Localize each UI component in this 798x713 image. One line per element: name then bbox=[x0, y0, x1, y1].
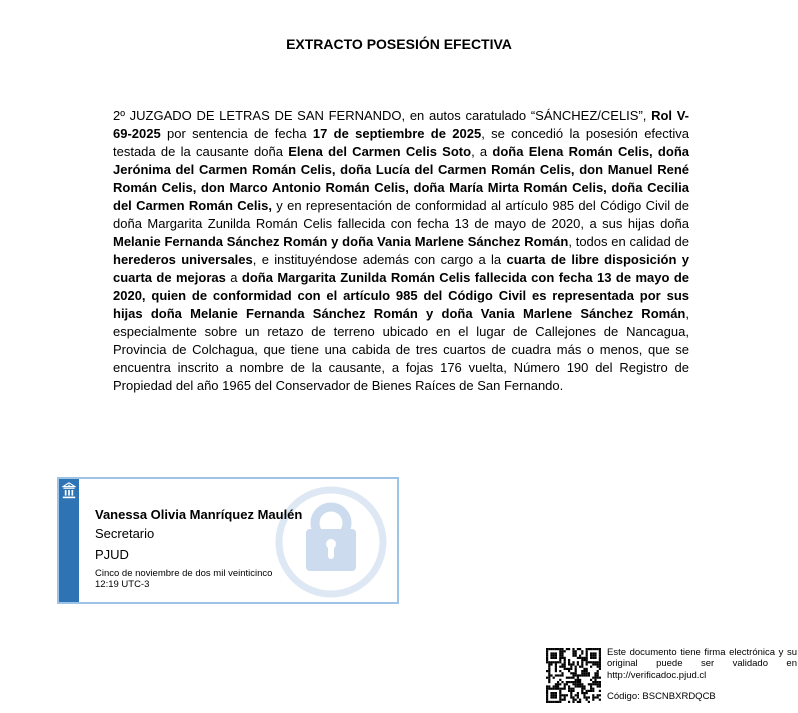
verification-code bbox=[607, 691, 716, 702]
signer-role: Secretario bbox=[95, 526, 155, 541]
verification-text: Este documento tiene firma electrónica y su original puede ser validado en http://verificadoc.pjud.cl bbox=[607, 647, 797, 681]
signer-institution: PJUD bbox=[95, 547, 129, 562]
verification-block bbox=[546, 646, 798, 713]
signature-details bbox=[95, 506, 302, 590]
body-paragraph: 2º JUZGADO DE LETRAS DE SAN FERNANDO, en autos caratulado “SÁNCHEZ/CELIS”, Rol V-69-2025 por sentencia de fecha 17 de septiembre de 2025, se concedió la posesión efectiva testada de la causante doña Elena del Carmen Celis Soto, a doña Elena Román Celis, doña Jerónima del Carmen Román Celis, doña Lucía del Carmen Román Celis, don Manuel René Román Celis, don Marco Antonio Román Celis, doña María Mirta Román Celis, doña Cecilia del Carmen Román Celis, y en representación de conformidad al artículo 985 del Código Civil de doña Margarita Zunilda Román Celis fallecida con fecha 13 de mayo de 2020, a sus hijas doña Melanie Fernanda Sánchez Román y doña Vania Marlene Sánchez Román, todos en calidad de herederos universales, e instituyéndose además con cargo a la cuarta de libre disposición y cuarta de mejoras a doña Margarita Zunilda Román Celis fallecida con fecha 13 de mayo de 2020, quien de conformidad con el artículo 985 del Código Civil es representada por sus hijas doña Melanie Fernanda Sánchez Román y doña Vania Marlene Sánchez Román, especialmente sobre un retazo de terreno ubicado en el lugar de Callejones de Nancagua, Provincia de Colchagua, que tiene una cabida de tres cuartos de cuadra más o menos, que se encuentra inscrito a nombre de la causante, a fojas 176 vuelta, Número 190 del Registro de Propiedad del año 1965 del Conservador de Bienes Raíces de San Fernando. bbox=[113, 108, 690, 393]
qr-code bbox=[546, 648, 601, 703]
courthouse-icon bbox=[62, 482, 76, 499]
signature-box bbox=[57, 477, 399, 604]
signer-name: Vanessa Olivia Manríquez Maulén bbox=[95, 507, 303, 522]
verification-code-label: Código: bbox=[607, 691, 640, 702]
signature-strip bbox=[59, 479, 79, 602]
signature-date: Cinco de noviembre de dos mil veinticinco bbox=[95, 568, 273, 579]
signature-time: 12:19 UTC-3 bbox=[95, 579, 150, 590]
verification-code-value: BSCNBXRDQCB bbox=[642, 691, 716, 702]
page-title: EXTRACTO POSESIÓN EFECTIVA bbox=[286, 36, 512, 52]
